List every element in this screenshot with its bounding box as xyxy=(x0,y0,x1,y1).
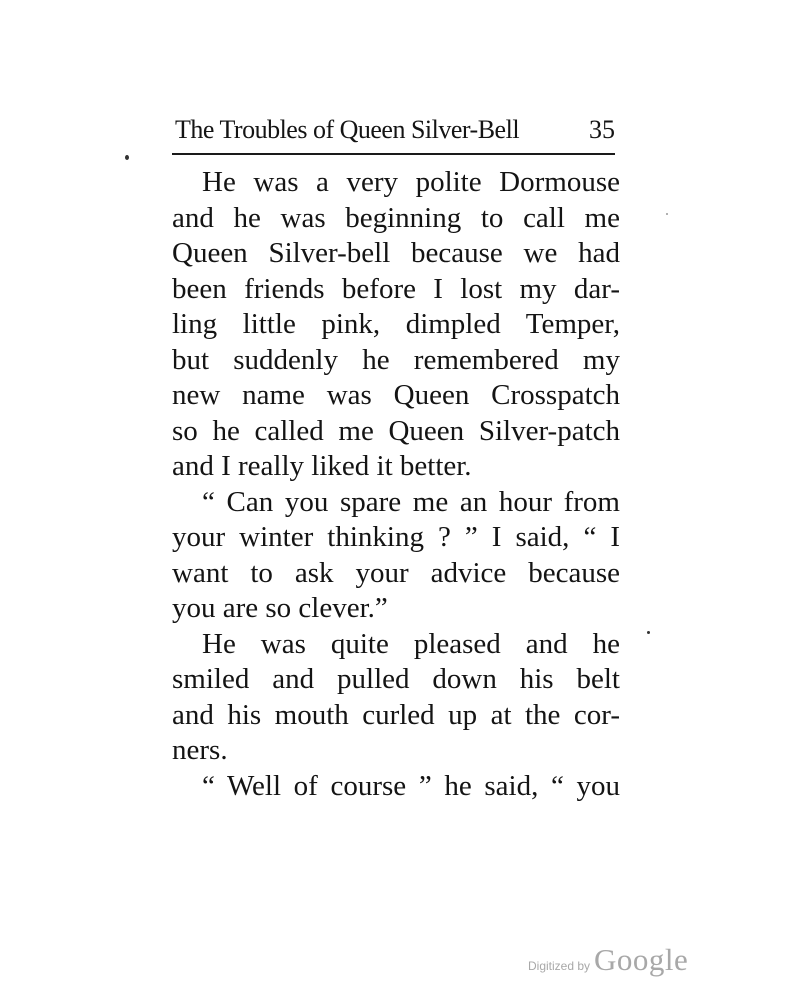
text-line: you are so clever.” xyxy=(172,592,388,624)
digitized-watermark xyxy=(528,942,688,978)
running-title: The Troubles of Queen Silver-Bell xyxy=(175,115,520,144)
text-line: and he was beginning to call me xyxy=(172,201,620,234)
text-line: want to ask your advice because xyxy=(172,556,620,589)
text-line: so he called me Queen Silver-patch xyxy=(172,414,620,447)
text-line: Queen Silver-bell because we had xyxy=(172,237,620,269)
text-line: He was a very polite Dormouse xyxy=(202,166,620,198)
text-line: your winter thinking ? ” I said, “ I xyxy=(172,521,620,553)
text-line: new name was Queen Crosspatch xyxy=(172,379,620,411)
text-line: smiled and pulled down his belt xyxy=(172,663,620,695)
text-line: and I really liked it better. xyxy=(172,450,472,482)
text-line: “ Well of course ” he said, “ you xyxy=(202,769,620,802)
page-number: 35 xyxy=(589,115,615,144)
print-speck xyxy=(666,213,668,215)
print-speck xyxy=(647,631,650,634)
print-speck xyxy=(125,155,129,160)
text-line: ners. xyxy=(172,734,228,766)
text-line: He was quite pleased and he xyxy=(202,627,620,660)
text-line: “ Can you spare me an hour from xyxy=(202,485,620,518)
text-line: but suddenly he remembered my xyxy=(172,343,620,376)
text-line: ling little pink, dimpled Temper, xyxy=(172,308,620,340)
body-text xyxy=(172,165,620,804)
text-line: been friends before I lost my dar- xyxy=(172,272,620,305)
watermark-brand: Google xyxy=(594,942,689,977)
text-line: and his mouth curled up at the cor- xyxy=(172,698,620,731)
watermark-prefix: Digitized by xyxy=(528,959,591,973)
header-rule xyxy=(172,153,615,155)
running-header xyxy=(172,112,615,148)
